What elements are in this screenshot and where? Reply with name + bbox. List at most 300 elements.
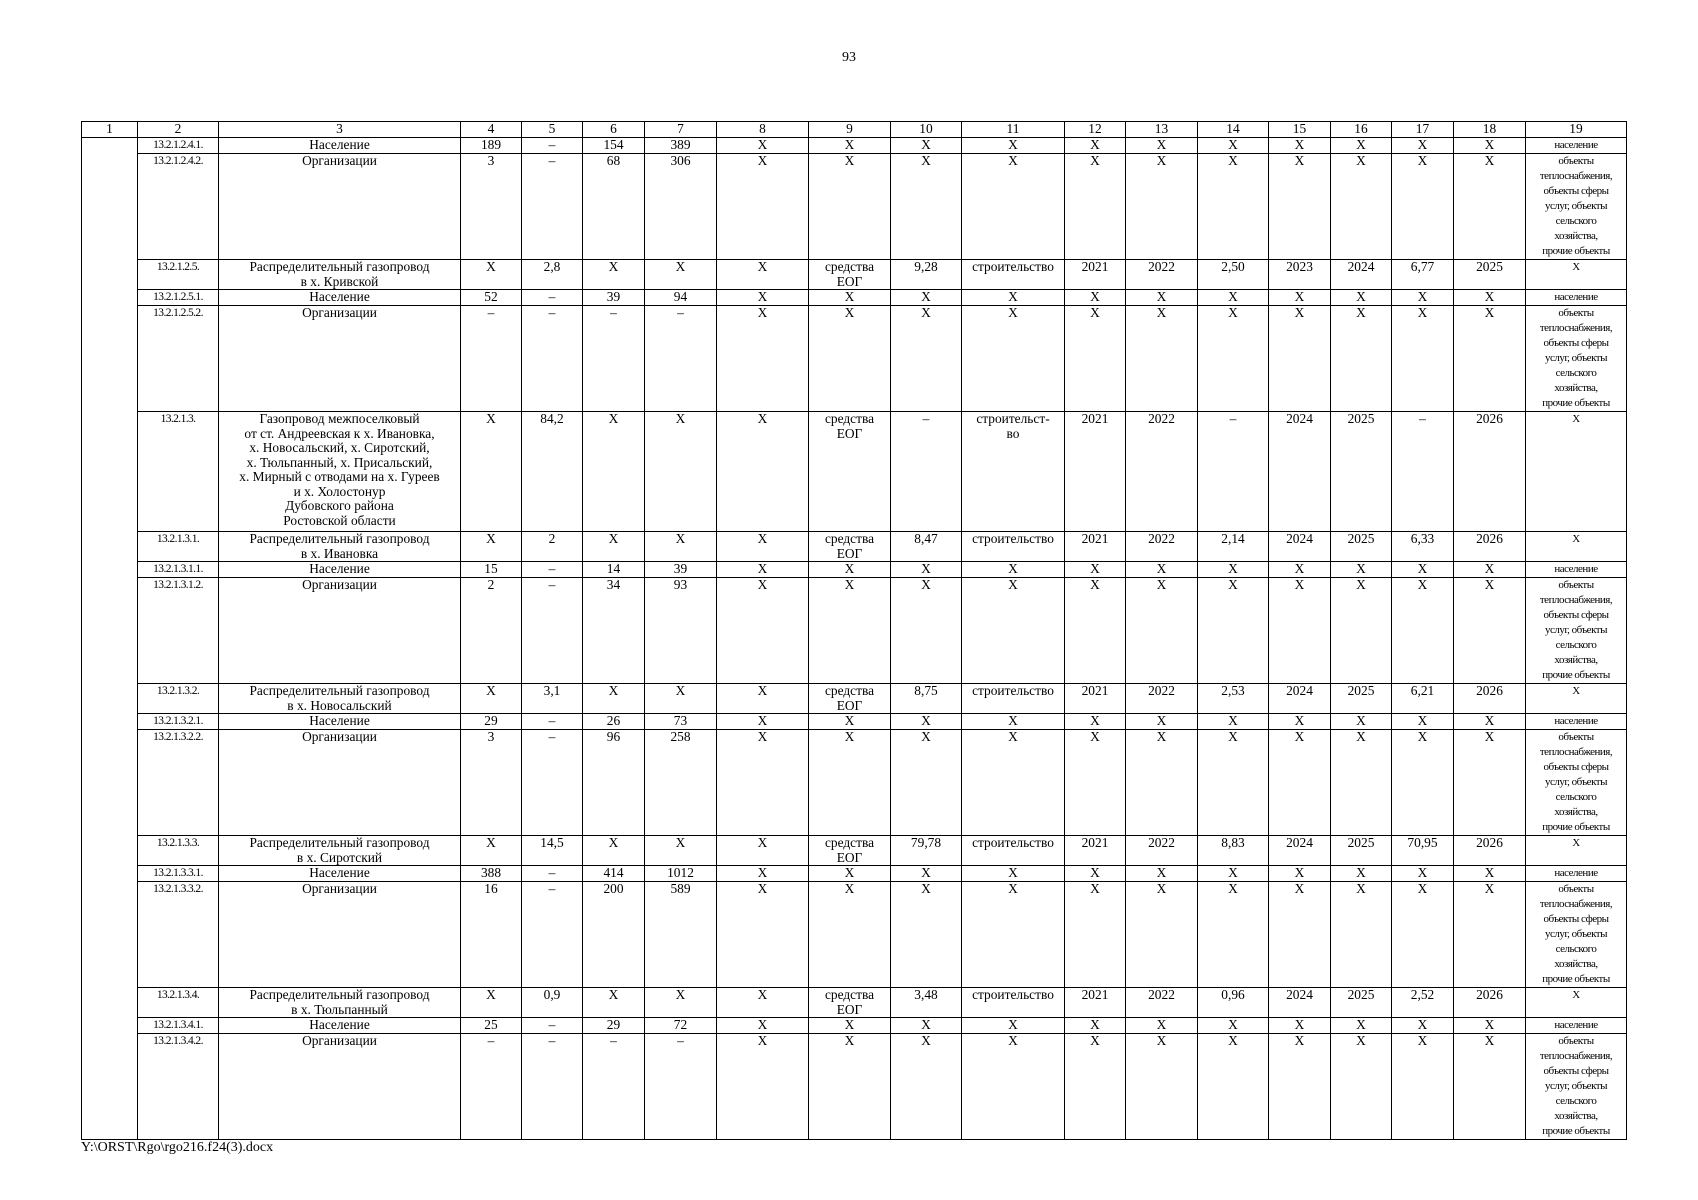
cell-col-2: 13.2.1.2.4.1.: [138, 138, 219, 154]
cell-line: Население: [309, 289, 370, 304]
cell-col-12: X: [1065, 714, 1126, 730]
cell-col-14: X: [1198, 882, 1269, 988]
cell-col-3: [219, 684, 461, 714]
column-number-7: 7: [645, 122, 717, 138]
cell-col-10: X: [891, 1034, 962, 1140]
cell-col-15: X: [1269, 1018, 1331, 1034]
cell-col-8: X: [717, 836, 809, 866]
cell-col-13: X: [1126, 154, 1198, 260]
cell-line: строительст-: [976, 411, 1050, 426]
cell-col-9: [809, 988, 891, 1018]
table-row: [82, 306, 1627, 412]
cell-col-10: X: [891, 730, 962, 836]
cell-col-7: 389: [645, 138, 717, 154]
cell-col-14: X: [1198, 562, 1269, 578]
cell-line: объекты сферы: [1543, 337, 1609, 349]
table-row: [82, 866, 1627, 882]
cell-line: строительство: [972, 683, 1054, 698]
cell-line: население: [1554, 291, 1598, 303]
cell-col-2: 13.2.1.2.5.2.: [138, 306, 219, 412]
cell-col-8: X: [717, 412, 809, 532]
column-number-17: 17: [1392, 122, 1454, 138]
cell-line: в х. Сиротский: [296, 849, 383, 865]
cell-col-9: [809, 260, 891, 290]
cell-line: х. Тюльпанный, х. Присальский,: [246, 454, 433, 470]
cell-line: Организации: [302, 729, 377, 744]
cell-col-15: 2024: [1269, 836, 1331, 866]
cell-col-5: –: [522, 154, 583, 260]
table-row: [82, 412, 1627, 532]
cell-col-13: X: [1126, 1034, 1198, 1140]
cell-col-4: X: [461, 260, 522, 290]
cell-col-3: [219, 988, 461, 1018]
cell-col-14: 8,83: [1198, 836, 1269, 866]
cell-col-6: 26: [583, 714, 645, 730]
cell-col-14: X: [1198, 138, 1269, 154]
cell-col-15: 2024: [1269, 412, 1331, 532]
cell-line: сельского: [1555, 215, 1597, 227]
cell-col-13: 2022: [1126, 532, 1198, 562]
cell-line: услуг, объекты: [1545, 1080, 1607, 1092]
cell-line: хозяйства,: [1554, 958, 1598, 970]
cell-line: объекты: [1558, 731, 1594, 743]
cell-col-10: X: [891, 562, 962, 578]
cell-line: от ст. Андреевская к х. Ивановка,: [244, 425, 435, 441]
cell-line: теплоснабжения,: [1539, 898, 1613, 910]
cell-col-8: X: [717, 1018, 809, 1034]
cell-col-7: –: [645, 306, 717, 412]
cell-col-3: [219, 730, 461, 836]
cell-col-11: [962, 154, 1065, 260]
cell-col-7: 39: [645, 562, 717, 578]
cell-col-9: [809, 684, 891, 714]
cell-col-17: 6,77: [1392, 260, 1454, 290]
cell-col-12: 2021: [1065, 684, 1126, 714]
cell-col-16: X: [1331, 290, 1392, 306]
cell-col-6: 200: [583, 882, 645, 988]
cell-line: X: [1008, 305, 1018, 320]
cell-col-17: X: [1392, 1034, 1454, 1140]
cell-col-12: X: [1065, 866, 1126, 882]
cell-line: теплоснабжения,: [1539, 1050, 1613, 1062]
column-number-10: 10: [891, 122, 962, 138]
cell-col-9: [809, 290, 891, 306]
cell-col-16: 2025: [1331, 532, 1392, 562]
cell-col-7: X: [645, 684, 717, 714]
cell-col-5: 84,2: [522, 412, 583, 532]
cell-line: Организации: [302, 577, 377, 592]
cell-col-19: [1526, 562, 1627, 578]
cell-line: X: [1008, 137, 1018, 152]
table-row: [82, 730, 1627, 836]
cell-col-4: –: [461, 1034, 522, 1140]
cell-col-17: X: [1392, 882, 1454, 988]
cell-line: строительство: [972, 835, 1054, 850]
cell-col-19: [1526, 306, 1627, 412]
cell-col-9: [809, 866, 891, 882]
cell-col-10: X: [891, 578, 962, 684]
cell-col-17: X: [1392, 866, 1454, 882]
cell-col-11: [962, 714, 1065, 730]
cell-col-19: [1526, 260, 1627, 290]
table-row: [82, 290, 1627, 306]
column-number-11: 11: [962, 122, 1065, 138]
cell-line: прочие объекты: [1542, 397, 1610, 409]
cell-col-19: [1526, 836, 1627, 866]
cell-col-4: 25: [461, 1018, 522, 1034]
cell-col-3: [219, 836, 461, 866]
cell-line: в х. Новосальский: [287, 697, 392, 713]
cell-col-7: X: [645, 988, 717, 1018]
cell-col-4: 2: [461, 578, 522, 684]
cell-col-18: X: [1454, 138, 1526, 154]
cell-line: хозяйства,: [1554, 1110, 1598, 1122]
cell-col-10: X: [891, 138, 962, 154]
cell-line: объекты сферы: [1543, 913, 1609, 925]
cell-col-15: X: [1269, 866, 1331, 882]
cell-col-16: 2025: [1331, 988, 1392, 1018]
cell-col-3: [219, 138, 461, 154]
cell-line: прочие объекты: [1542, 1125, 1610, 1137]
cell-line: Распределительный газопровод: [249, 259, 430, 274]
column-number-1: 1: [82, 122, 138, 138]
cell-col-15: X: [1269, 138, 1331, 154]
cell-col-7: 589: [645, 882, 717, 988]
table-row: [82, 1018, 1627, 1034]
cell-col-9: [809, 1034, 891, 1140]
cell-col-18: 2025: [1454, 260, 1526, 290]
cell-col-7: X: [645, 412, 717, 532]
cell-col-11: [962, 1034, 1065, 1140]
cell-col-15: 2024: [1269, 532, 1331, 562]
cell-col-16: X: [1331, 1018, 1392, 1034]
cell-col-5: 2,8: [522, 260, 583, 290]
cell-col-10: X: [891, 306, 962, 412]
column-number-4: 4: [461, 122, 522, 138]
cell-col-10: X: [891, 714, 962, 730]
cell-line: Население: [309, 137, 370, 152]
cell-line: население: [1554, 563, 1598, 575]
cell-col-12: X: [1065, 562, 1126, 578]
cell-col-11: [962, 578, 1065, 684]
cell-col-13: X: [1126, 290, 1198, 306]
cell-col-8: X: [717, 260, 809, 290]
cell-col-18: X: [1454, 714, 1526, 730]
cell-col-3: [219, 1018, 461, 1034]
table-row: [82, 714, 1627, 730]
cell-line: Население: [309, 1017, 370, 1032]
cell-col-4: 3: [461, 730, 522, 836]
cell-col-7: 73: [645, 714, 717, 730]
cell-col-3: [219, 532, 461, 562]
cell-col-19: [1526, 412, 1627, 532]
cell-col-9: [809, 562, 891, 578]
cell-col-16: 2025: [1331, 684, 1392, 714]
cell-line: строительство: [972, 987, 1054, 1002]
cell-col-5: 2: [522, 532, 583, 562]
cell-line: прочие объекты: [1542, 245, 1610, 257]
cell-col-17: X: [1392, 154, 1454, 260]
cell-col-13: 2022: [1126, 412, 1198, 532]
cell-col-19: [1526, 1034, 1627, 1140]
cell-col-16: 2024: [1331, 260, 1392, 290]
cell-col-5: 0,9: [522, 988, 583, 1018]
cell-col-12: 2021: [1065, 836, 1126, 866]
column-number-16: 16: [1331, 122, 1392, 138]
cell-col-8: X: [717, 714, 809, 730]
cell-line: X: [1008, 729, 1018, 744]
cell-col-13: X: [1126, 714, 1198, 730]
table-row: [82, 988, 1627, 1018]
cell-col-6: 39: [583, 290, 645, 306]
cell-col-8: X: [717, 138, 809, 154]
cell-col-2: 13.2.1.3.4.: [138, 988, 219, 1018]
cell-col-17: X: [1392, 138, 1454, 154]
cell-col-13: X: [1126, 578, 1198, 684]
cell-col-15: X: [1269, 154, 1331, 260]
cell-line: теплоснабжения,: [1539, 746, 1613, 758]
cell-col-4: X: [461, 412, 522, 532]
cell-col-3: [219, 714, 461, 730]
cell-col-18: X: [1454, 306, 1526, 412]
column-number-12: 12: [1065, 122, 1126, 138]
cell-col-14: X: [1198, 1018, 1269, 1034]
cell-col-15: X: [1269, 578, 1331, 684]
cell-col-15: X: [1269, 306, 1331, 412]
cell-line: Население: [309, 865, 370, 880]
cell-col-7: 258: [645, 730, 717, 836]
column-number-8: 8: [717, 122, 809, 138]
cell-col-15: 2024: [1269, 684, 1331, 714]
cell-col-19: [1526, 154, 1627, 260]
cell-col-3: [219, 306, 461, 412]
cell-col-6: 29: [583, 1018, 645, 1034]
cell-col-10: 3,48: [891, 988, 962, 1018]
page-number: 93: [842, 50, 856, 65]
cell-col-15: X: [1269, 1034, 1331, 1140]
cell-col-16: X: [1331, 154, 1392, 260]
cell-line: во: [1006, 425, 1020, 441]
cell-col-8: X: [717, 290, 809, 306]
cell-col-8: X: [717, 882, 809, 988]
cell-col-15: X: [1269, 730, 1331, 836]
cell-col-11: [962, 882, 1065, 988]
table-row: [82, 1034, 1627, 1140]
cell-col-18: X: [1454, 882, 1526, 988]
cell-line: Организации: [302, 881, 377, 896]
cell-col-16: 2025: [1331, 836, 1392, 866]
cell-line: объекты сферы: [1543, 761, 1609, 773]
cell-col-9: [809, 882, 891, 988]
cell-line: объекты сферы: [1543, 609, 1609, 621]
cell-col-11: [962, 260, 1065, 290]
cell-col-17: X: [1392, 730, 1454, 836]
data-table: [81, 121, 1627, 1140]
cell-col-2: 13.2.1.3.2.2.: [138, 730, 219, 836]
cell-col-9: [809, 578, 891, 684]
cell-col-18: X: [1454, 1018, 1526, 1034]
cell-col-11: [962, 988, 1065, 1018]
cell-line: X: [844, 881, 855, 896]
cell-line: Распределительный газопровод: [249, 835, 430, 850]
cell-col-11: [962, 730, 1065, 836]
cell-line: X: [1572, 533, 1580, 545]
cell-col-18: X: [1454, 562, 1526, 578]
cell-line: население: [1554, 867, 1598, 879]
cell-line: X: [1008, 1033, 1018, 1048]
column-1-cell: [82, 138, 138, 1140]
cell-col-6: 414: [583, 866, 645, 882]
cell-line: X: [1008, 153, 1018, 168]
cell-col-15: X: [1269, 882, 1331, 988]
cell-line: х. Новосальский, х. Сиротский,: [249, 440, 430, 455]
cell-col-5: –: [522, 866, 583, 882]
cell-col-7: X: [645, 260, 717, 290]
table-row: [82, 138, 1627, 154]
cell-col-8: X: [717, 684, 809, 714]
cell-col-17: X: [1392, 306, 1454, 412]
cell-col-7: 1012: [645, 866, 717, 882]
cell-line: ЕОГ: [836, 849, 863, 865]
cell-line: Газопровод межпоселковый: [259, 411, 420, 426]
cell-line: прочие объекты: [1542, 973, 1610, 985]
cell-col-13: 2022: [1126, 988, 1198, 1018]
cell-col-6: X: [583, 836, 645, 866]
column-number-15: 15: [1269, 122, 1331, 138]
cell-line: теплоснабжения,: [1539, 594, 1613, 606]
cell-col-8: X: [717, 154, 809, 260]
cell-col-12: X: [1065, 1034, 1126, 1140]
column-number-6: 6: [583, 122, 645, 138]
cell-line: X: [1572, 685, 1580, 697]
cell-col-13: X: [1126, 138, 1198, 154]
cell-line: хозяйства,: [1554, 806, 1598, 818]
column-number-9: 9: [809, 122, 891, 138]
cell-col-6: X: [583, 412, 645, 532]
cell-col-16: X: [1331, 866, 1392, 882]
cell-col-4: 29: [461, 714, 522, 730]
cell-line: население: [1554, 139, 1598, 151]
cell-col-8: X: [717, 866, 809, 882]
cell-col-9: [809, 412, 891, 532]
cell-col-11: [962, 138, 1065, 154]
cell-line: объекты: [1558, 307, 1594, 319]
cell-col-8: X: [717, 562, 809, 578]
cell-line: теплоснабжения,: [1539, 322, 1613, 334]
cell-col-17: X: [1392, 714, 1454, 730]
cell-col-10: X: [891, 1018, 962, 1034]
cell-line: Распределительный газопровод: [249, 987, 430, 1002]
cell-line: средства: [824, 531, 875, 546]
cell-col-16: X: [1331, 730, 1392, 836]
footer-file-path: Y:\ORST\Rgo\rgo216.f24(3).docx: [81, 1140, 274, 1155]
cell-col-5: –: [522, 1018, 583, 1034]
cell-line: услуг, объекты: [1545, 928, 1607, 940]
cell-line: средства: [824, 683, 875, 698]
cell-col-2: 13.2.1.3.3.: [138, 836, 219, 866]
cell-col-15: X: [1269, 562, 1331, 578]
cell-line: в х. Тюльпанный: [291, 1001, 388, 1017]
cell-line: средства: [824, 411, 875, 426]
cell-line: население: [1554, 715, 1598, 727]
cell-col-5: –: [522, 730, 583, 836]
cell-col-4: 3: [461, 154, 522, 260]
cell-col-17: 6,33: [1392, 532, 1454, 562]
cell-col-4: 189: [461, 138, 522, 154]
column-number-18: 18: [1454, 122, 1526, 138]
cell-col-10: 79,78: [891, 836, 962, 866]
cell-col-16: X: [1331, 138, 1392, 154]
cell-col-14: 2,53: [1198, 684, 1269, 714]
cell-line: X: [844, 137, 855, 152]
cell-line: объекты сферы: [1543, 185, 1609, 197]
cell-line: Ростовской области: [283, 512, 396, 528]
cell-col-3: [219, 1034, 461, 1140]
cell-col-2: 13.2.1.2.5.1.: [138, 290, 219, 306]
cell-line: Дубовского района: [285, 498, 394, 513]
cell-col-14: X: [1198, 1034, 1269, 1140]
cell-col-9: [809, 730, 891, 836]
cell-col-6: X: [583, 684, 645, 714]
cell-col-8: X: [717, 532, 809, 562]
cell-col-14: X: [1198, 306, 1269, 412]
cell-col-2: 13.2.1.2.5.: [138, 260, 219, 290]
cell-line: Организации: [302, 153, 377, 168]
cell-col-16: X: [1331, 562, 1392, 578]
cell-col-18: X: [1454, 730, 1526, 836]
cell-col-4: 52: [461, 290, 522, 306]
cell-col-13: 2022: [1126, 260, 1198, 290]
cell-col-5: –: [522, 138, 583, 154]
cell-col-10: 8,47: [891, 532, 962, 562]
cell-col-19: [1526, 866, 1627, 882]
cell-col-12: 2021: [1065, 412, 1126, 532]
cell-line: X: [844, 729, 855, 744]
cell-col-12: 2021: [1065, 532, 1126, 562]
cell-line: X: [1008, 577, 1018, 592]
cell-col-19: [1526, 730, 1627, 836]
cell-line: X: [1572, 413, 1580, 425]
cell-col-19: [1526, 578, 1627, 684]
cell-col-4: X: [461, 836, 522, 866]
cell-col-12: 2021: [1065, 260, 1126, 290]
cell-col-16: 2025: [1331, 412, 1392, 532]
cell-col-5: –: [522, 1034, 583, 1140]
cell-col-14: X: [1198, 714, 1269, 730]
cell-col-17: 70,95: [1392, 836, 1454, 866]
cell-col-13: X: [1126, 866, 1198, 882]
cell-col-11: [962, 532, 1065, 562]
cell-col-19: [1526, 1018, 1627, 1034]
table-row: [82, 532, 1627, 562]
cell-col-5: 3,1: [522, 684, 583, 714]
cell-col-7: X: [645, 836, 717, 866]
cell-col-7: 93: [645, 578, 717, 684]
cell-line: X: [1572, 261, 1580, 273]
cell-line: Население: [309, 561, 370, 576]
cell-line: в х. Ивановка: [300, 545, 379, 561]
cell-line: Распределительный газопровод: [249, 683, 430, 698]
cell-line: услуг, объекты: [1545, 200, 1607, 212]
cell-col-11: [962, 290, 1065, 306]
cell-col-9: [809, 306, 891, 412]
cell-col-13: X: [1126, 562, 1198, 578]
cell-col-10: 9,28: [891, 260, 962, 290]
cell-line: средства: [824, 987, 875, 1002]
cell-col-7: –: [645, 1034, 717, 1140]
cell-line: хозяйства,: [1554, 230, 1598, 242]
cell-col-12: X: [1065, 138, 1126, 154]
